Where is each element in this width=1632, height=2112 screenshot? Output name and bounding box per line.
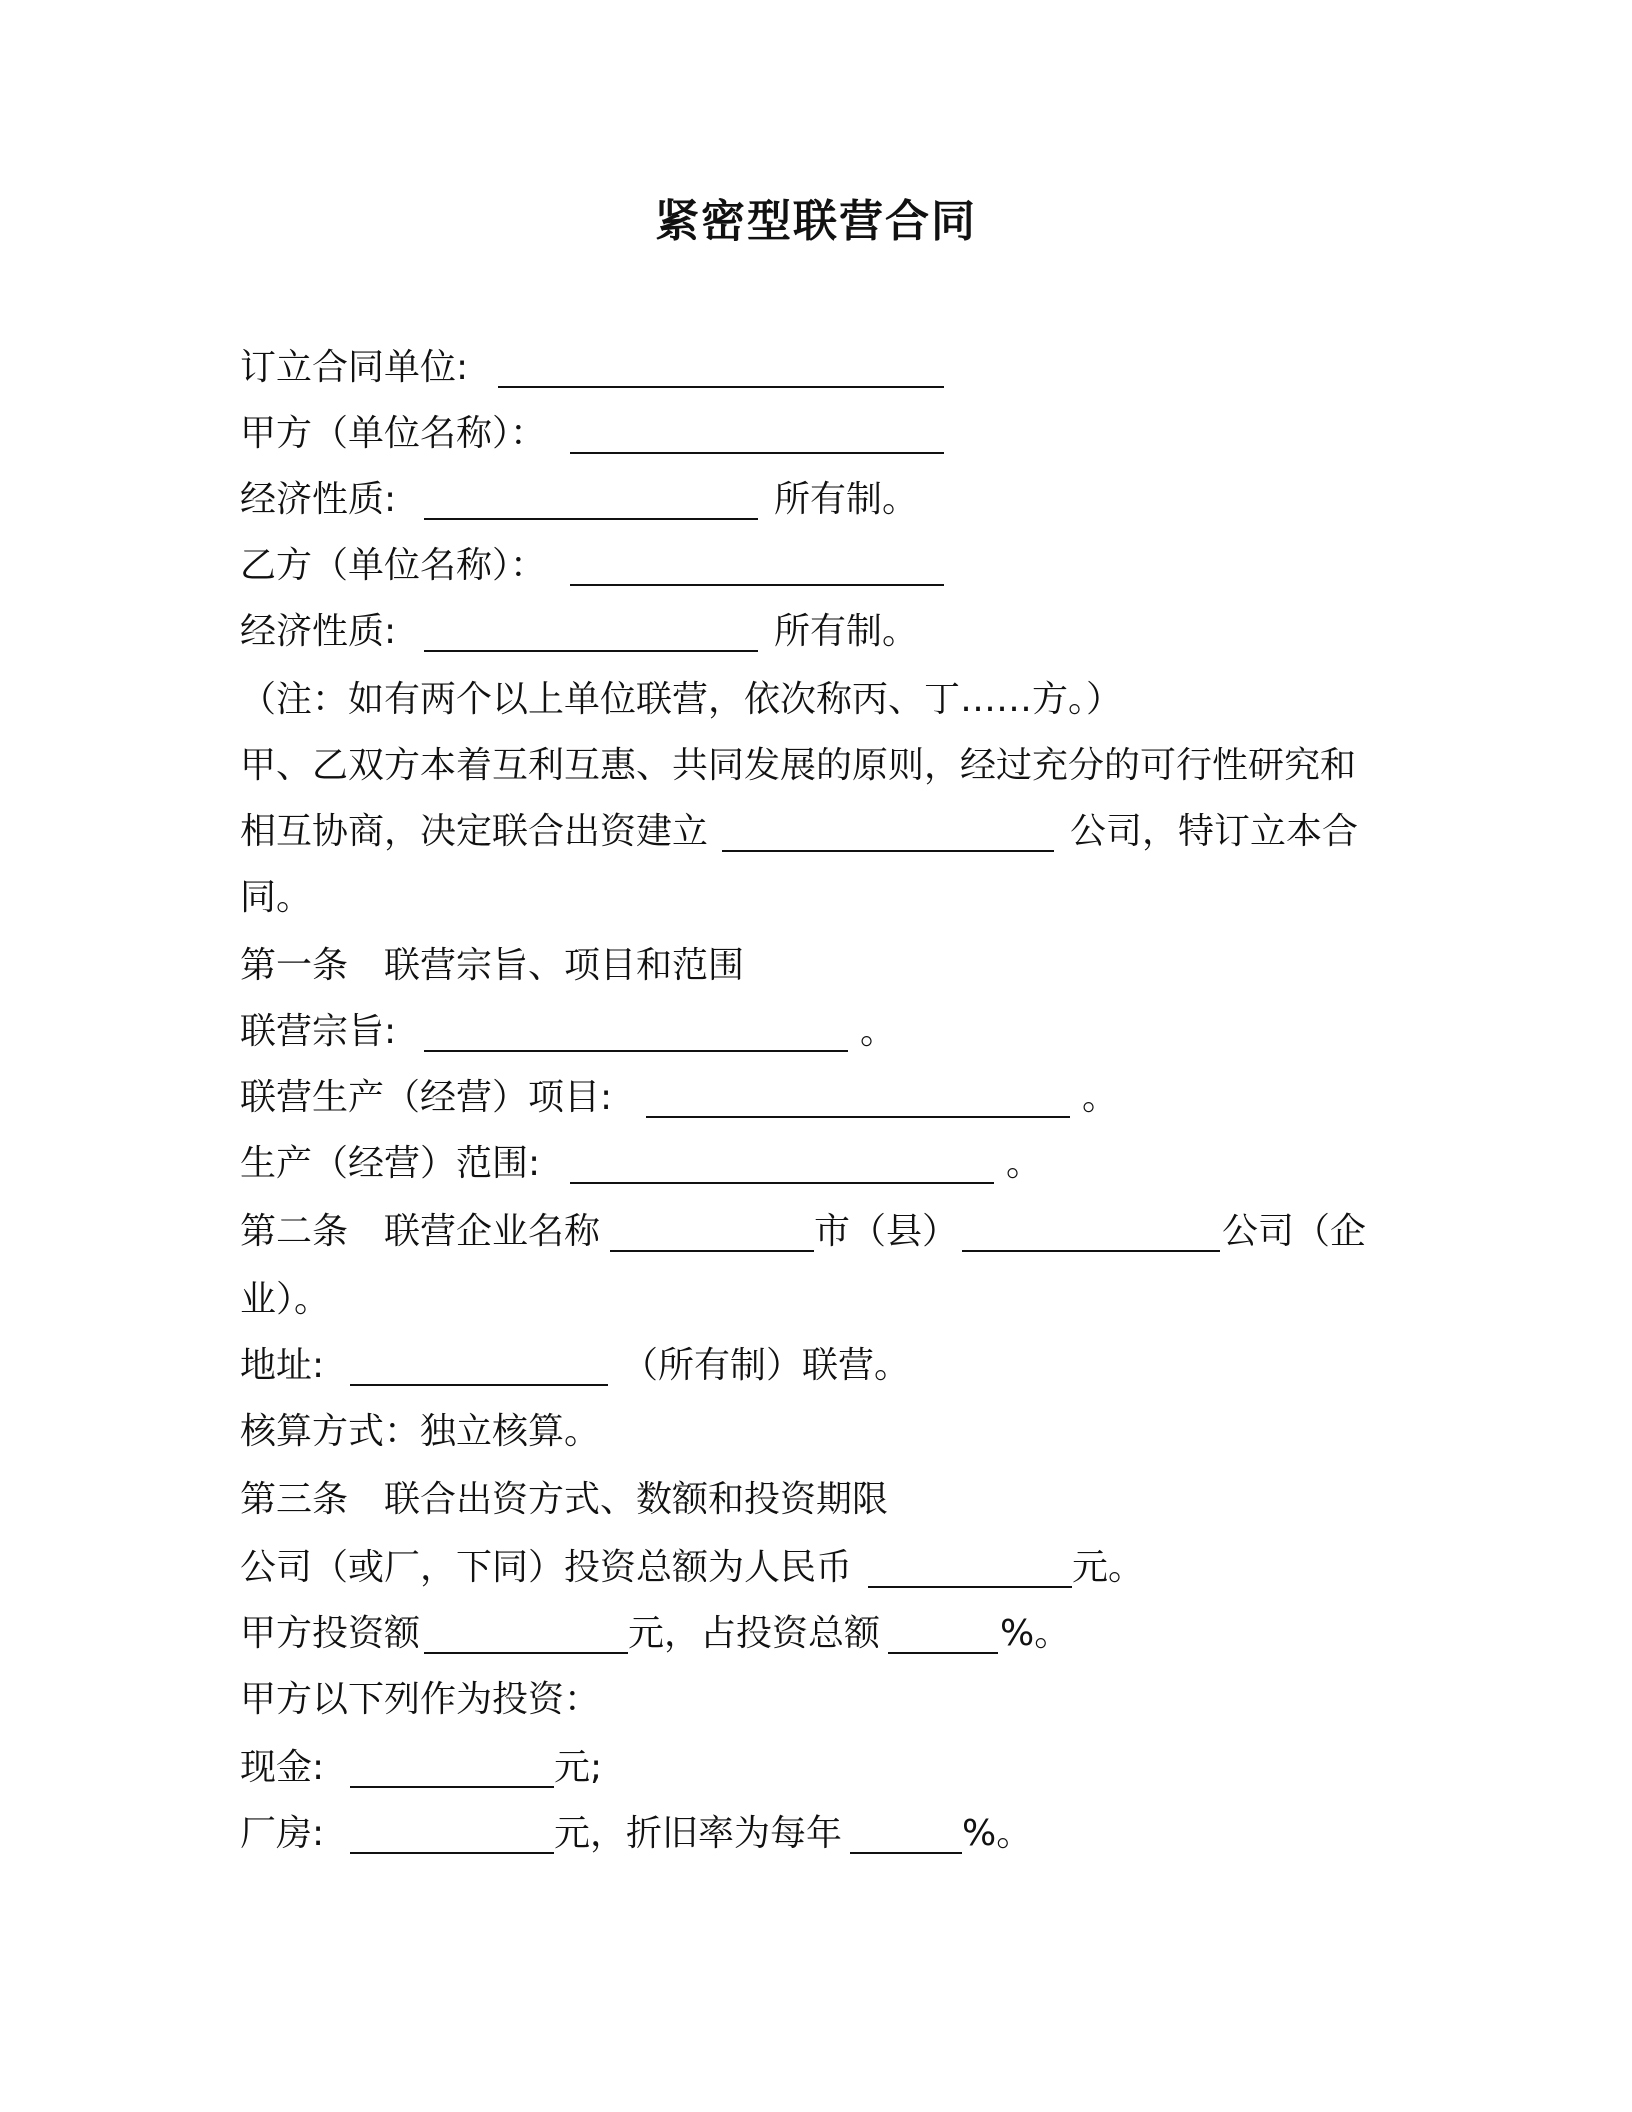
article2-heading-a: 第二条 联营企业名称: [240, 1211, 601, 1252]
article2-address-label: 地址:: [240, 1345, 325, 1386]
city-blank[interactable]: [610, 1250, 814, 1252]
article3-total-b: 元。: [1072, 1547, 1145, 1588]
address-blank[interactable]: [350, 1384, 608, 1386]
article2-heading-cont: 业）。: [240, 1279, 331, 1320]
article3-party-a-invest-b: 元，占投资总额: [628, 1613, 881, 1654]
preamble-text-1: 甲、乙双方本着互利互惠、共同发展的原则，经过充分的可行性研究和: [240, 745, 1357, 786]
article2-accounting: 核算方式：独立核算。: [240, 1411, 601, 1452]
party-b-econ-label: 经济性质:: [240, 611, 397, 652]
article2-heading-b: 市（县）: [814, 1211, 959, 1252]
party-a-econ-label: 经济性质:: [240, 479, 397, 520]
document-title: 紧密型联营合同: [655, 196, 977, 247]
article1-scope-end: 。: [1006, 1143, 1043, 1184]
party-a-percent-blank[interactable]: [888, 1652, 998, 1654]
article1-purpose-end: 。: [860, 1011, 897, 1052]
article1-project-end: 。: [1082, 1077, 1119, 1118]
party-b-econ-blank[interactable]: [424, 650, 758, 652]
article1-heading: 第一条 联营宗旨、项目和范围: [240, 945, 745, 986]
contract-party-label: 订立合同单位:: [240, 347, 469, 388]
article3-party-a-items: 甲方以下列作为投资：: [240, 1679, 601, 1720]
plant-value-blank[interactable]: [350, 1852, 554, 1854]
party-a-label: 甲方（单位名称）：: [240, 413, 547, 454]
total-investment-blank[interactable]: [868, 1586, 1072, 1588]
article3-heading: 第三条 联合出资方式、数额和投资期限: [240, 1479, 889, 1520]
project-blank[interactable]: [646, 1116, 1070, 1118]
company-name-blank[interactable]: [722, 850, 1054, 852]
article3-cash-label: 现金:: [240, 1747, 325, 1788]
article3-plant-label: 厂房:: [240, 1813, 325, 1854]
article3-party-a-invest-c: %。: [1000, 1613, 1071, 1654]
article3-party-a-invest-a: 甲方投资额: [240, 1613, 421, 1654]
party-a-invest-blank[interactable]: [424, 1652, 628, 1654]
article3-plant-suffix-a: 元，折旧率为每年: [554, 1813, 843, 1854]
note-text: （注：如有两个以上单位联营，依次称丙、丁……方。）: [240, 679, 1123, 720]
article3-cash-suffix: 元;: [554, 1747, 603, 1788]
preamble-text-2a: 相互协商，决定联合出资建立: [240, 811, 709, 852]
article1-scope-label: 生产（经营）范围:: [240, 1143, 541, 1184]
article2-address-suffix: （所有制）联营。: [622, 1345, 911, 1386]
cash-blank[interactable]: [350, 1786, 554, 1788]
article3-plant-suffix-b: %。: [962, 1813, 1033, 1854]
preamble-text-2b: 公司，特订立本合: [1070, 811, 1359, 852]
party-a-econ-blank[interactable]: [424, 518, 758, 520]
party-b-econ-suffix: 所有制。: [774, 611, 919, 652]
company-blank[interactable]: [962, 1250, 1220, 1252]
article1-project-label: 联营生产（经营）项目:: [240, 1077, 613, 1118]
article1-purpose-label: 联营宗旨:: [240, 1011, 397, 1052]
depreciation-rate-blank[interactable]: [850, 1852, 962, 1854]
article3-total-a: 公司（或厂，下同）投资总额为人民币: [240, 1547, 853, 1588]
purpose-blank[interactable]: [424, 1050, 848, 1052]
article2-heading-c: 公司（企: [1222, 1211, 1367, 1252]
party-a-name-blank[interactable]: [570, 452, 944, 454]
preamble-text-3: 同。: [240, 877, 313, 918]
party-b-name-blank[interactable]: [570, 584, 944, 586]
contract-party-blank[interactable]: [498, 386, 944, 388]
party-a-econ-suffix: 所有制。: [774, 479, 919, 520]
scope-blank[interactable]: [570, 1182, 994, 1184]
party-b-label: 乙方（单位名称）：: [240, 545, 547, 586]
